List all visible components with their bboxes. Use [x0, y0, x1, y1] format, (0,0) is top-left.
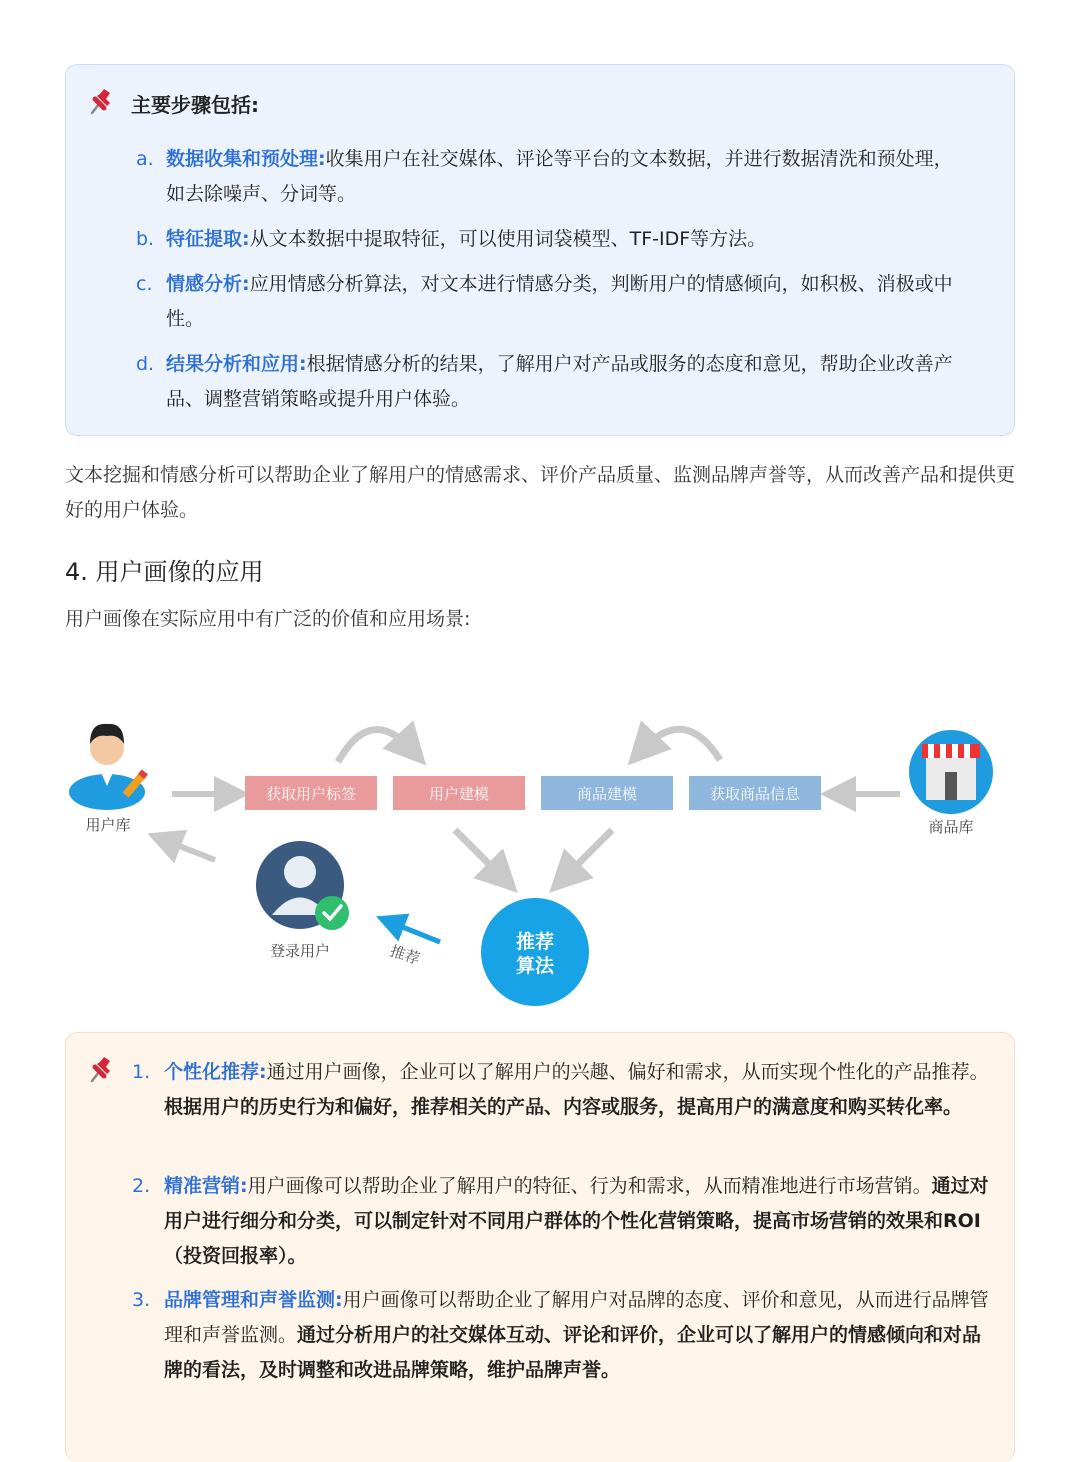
- login-user-label: 登录用户: [269, 942, 331, 960]
- step-lead: 结果分析和应用:: [166, 353, 307, 375]
- arrow-icon: [164, 840, 215, 860]
- step-text: 根据情感分析的结果，了解用户对产品或服务的态度和意见，帮助企业改善产品、调整营销策略或提升用户体验。: [166, 353, 953, 410]
- application-item: [132, 1169, 994, 1274]
- step-text: 收集用户在社交媒体、评论等平台的文本数据，并进行数据清洗和预处理，如去除噪声、分词等。: [166, 148, 953, 205]
- step-lead: 数据收集和预处理:: [166, 148, 326, 170]
- step-box-label: 商品建模: [576, 785, 638, 803]
- step-text: 应用情感分析算法，对文本进行情感分类，判断用户的情感倾向，如积极、消极或中性。: [166, 273, 953, 330]
- curved-arrow-icon: [642, 729, 720, 760]
- item-text: 用户画像可以帮助企业了解用户的特征、行为和需求，从而精准地进行市场营销。: [247, 1175, 932, 1197]
- item-marker: 2.: [132, 1175, 151, 1197]
- item-lead: 精准营销:: [164, 1175, 248, 1197]
- item-text: 通过用户画像，企业可以了解用户的兴趣、偏好和需求，从而实现个性化的产品推荐。: [266, 1061, 989, 1083]
- pushpin-icon: [86, 1055, 116, 1085]
- item-lead: 品牌管理和声誉监测:: [164, 1289, 343, 1311]
- steps-callout: [65, 64, 1015, 436]
- item-bold-text: 根据用户的历史行为和偏好，推荐相关的产品、内容或服务，提高用户的满意度和购买转化率。: [164, 1096, 963, 1118]
- step-box-label: 用户建模: [428, 785, 490, 803]
- item-lead: 个性化推荐:: [164, 1061, 267, 1083]
- user-library-icon: [69, 724, 148, 810]
- step-item: [136, 347, 966, 417]
- application-item: [132, 1283, 994, 1388]
- step-item: [136, 142, 966, 212]
- pushpin-icon: [86, 87, 116, 117]
- curved-arrow-icon: [338, 730, 412, 762]
- product-library-icon: [909, 730, 993, 814]
- step-box-label: 获取用户标签: [265, 785, 357, 803]
- step-marker: d.: [136, 353, 155, 375]
- item-bold-text: 通过分析用户的社交媒体互动、评论和评价，企业可以了解用户的情感倾向和对品牌的看法，及时调整和改进品牌策略，维护品牌声誉。: [164, 1324, 982, 1381]
- item-bold-text: 通过对用户进行细分和分类，可以制定针对不同用户群体的个性化营销策略，提高市场营销的效果和ROI（投资回报率）。: [164, 1175, 989, 1267]
- recommendation-diagram: [60, 700, 1020, 1020]
- item-marker: 3.: [132, 1289, 151, 1311]
- step-marker: b.: [136, 228, 155, 250]
- recommend-arrow-label: 推荐: [387, 941, 423, 969]
- login-user-icon: [256, 841, 349, 930]
- arrow-icon: [455, 830, 503, 878]
- section-heading: 4. 用户画像的应用: [65, 558, 264, 586]
- arrow-icon: [564, 830, 612, 878]
- section-intro: 用户画像在实际应用中有广泛的价值和应用场景:: [65, 608, 471, 630]
- summary-paragraph: 文本挖掘和情感分析可以帮助企业了解用户的情感需求、评价产品质量、监测品牌声誉等，从而改善产品和提供更好的用户体验。: [65, 464, 1016, 521]
- arrow-icon: [390, 922, 440, 942]
- product-library-label: 商品库: [928, 818, 974, 836]
- step-item: [136, 267, 966, 337]
- applications-callout: [65, 1032, 1015, 1462]
- step-marker: a.: [136, 148, 154, 170]
- step-item: [136, 222, 966, 257]
- steps-title: 主要步骤包括:: [131, 93, 259, 117]
- item-text: 用户画像可以帮助企业了解用户对品牌的态度、评价和意见，从而进行品牌管理和声誉监测。: [164, 1289, 989, 1346]
- step-marker: c.: [136, 273, 153, 295]
- step-box-label: 获取商品信息: [709, 785, 801, 803]
- step-text: 从文本数据中提取特征，可以使用词袋模型、TF-IDF等方法。: [249, 228, 767, 250]
- algorithm-label-line2: 算法: [515, 955, 555, 977]
- item-marker: 1.: [132, 1061, 151, 1083]
- algorithm-label-line1: 推荐: [515, 931, 555, 953]
- application-item: [132, 1055, 994, 1125]
- step-lead: 特征提取:: [166, 228, 250, 250]
- user-library-label: 用户库: [85, 816, 131, 834]
- step-lead: 情感分析:: [166, 273, 250, 295]
